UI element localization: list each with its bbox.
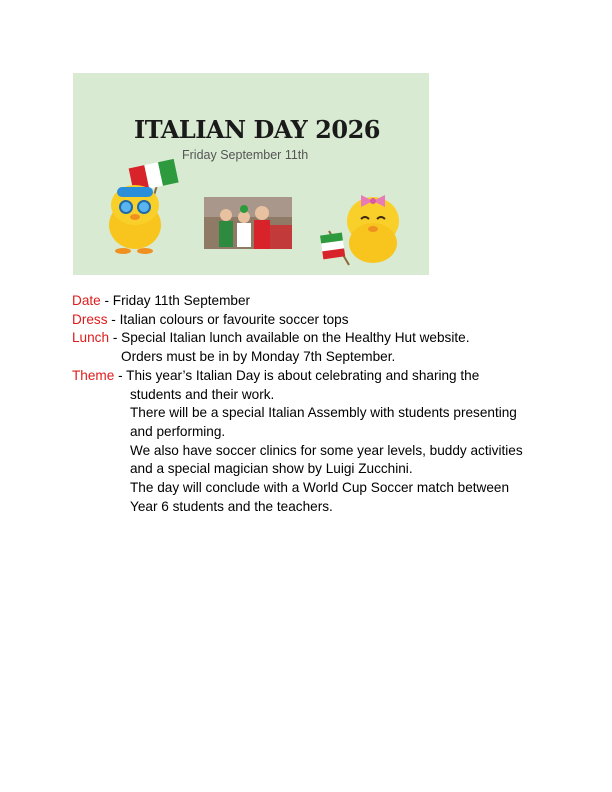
dress-text: - Italian colours or favourite soccer tops bbox=[107, 311, 349, 327]
lunch-line bbox=[72, 329, 572, 348]
banner-subtitle: Friday September 11th bbox=[182, 148, 309, 162]
theme-line bbox=[72, 367, 572, 386]
date-label: Date bbox=[72, 293, 101, 308]
banner-title: ITALIAN DAY 2026 bbox=[134, 115, 380, 144]
lunch-label: Lunch bbox=[72, 330, 110, 346]
dress-line bbox=[72, 311, 572, 330]
dress-label: Dress bbox=[72, 311, 108, 327]
date-text: - Friday 11th September bbox=[100, 293, 251, 308]
event-banner bbox=[73, 73, 429, 275]
lunch-text: - Special Italian lunch available on the Healthy Hut website. bbox=[109, 330, 470, 346]
theme-line-4: We also have soccer clinics for some year levels, buddy activities bbox=[130, 442, 523, 458]
theme-line-3: and performing. bbox=[130, 423, 226, 439]
theme-label: Theme bbox=[72, 367, 115, 383]
date-line bbox=[72, 292, 572, 311]
theme-line-2: There will be a special Italian Assembly with students presenting bbox=[130, 405, 517, 421]
event-details bbox=[72, 292, 572, 516]
theme-line-6: The day will conclude with a World Cup Soccer match between bbox=[130, 480, 510, 496]
theme-line-5: and a special magician show by Luigi Zucchini. bbox=[130, 461, 413, 477]
students-photo bbox=[204, 197, 292, 249]
chick-with-flag-illustration bbox=[95, 155, 195, 265]
chick-with-bow-illustration bbox=[319, 181, 413, 271]
lunch-continuation: Orders must be in by Monday 7th September. bbox=[121, 349, 396, 365]
theme-line-7: Year 6 students and the teachers. bbox=[130, 498, 333, 514]
theme-line-1: students and their work. bbox=[130, 386, 275, 402]
theme-text: - This year’s Italian Day is about celebrating and sharing the bbox=[114, 367, 480, 383]
